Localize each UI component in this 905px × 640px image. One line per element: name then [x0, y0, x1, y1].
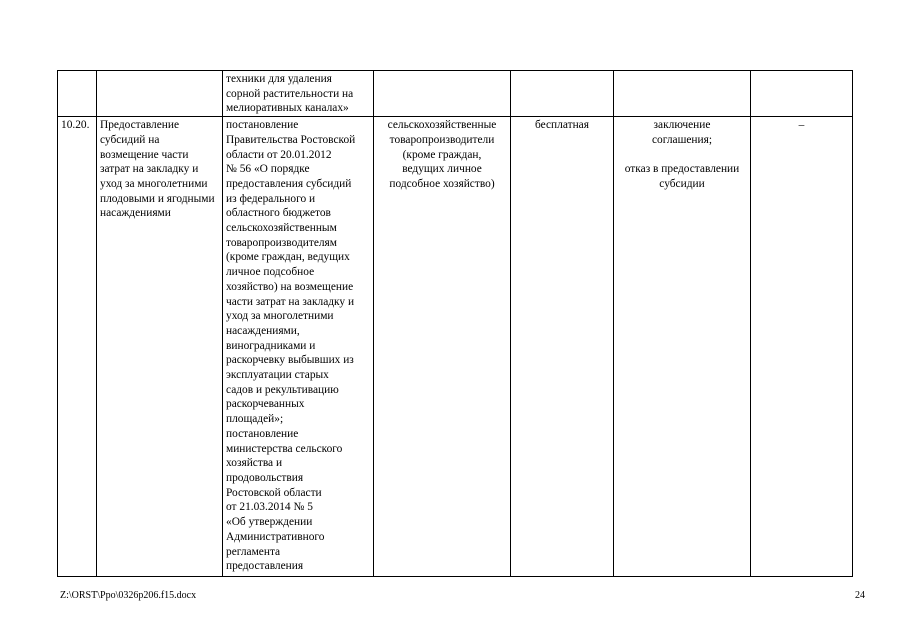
recipient-line: (кроме граждан,	[402, 148, 482, 161]
result-line: заключение	[653, 119, 711, 132]
note-cell	[751, 71, 853, 117]
basis-line: № 56 «О порядке	[226, 163, 310, 176]
note-cell: –	[751, 117, 853, 577]
basis-line: раскорчевку выбывших из	[226, 354, 354, 367]
number-cell: 10.20.	[58, 117, 97, 577]
basis-line: Административного	[226, 530, 325, 543]
result-cell	[614, 71, 751, 117]
result-line: отказ в предоставлении	[624, 163, 740, 176]
basis-line: уход за многолетними	[226, 310, 334, 323]
basis-line: «Об утверждении	[226, 516, 313, 529]
basis-line: раскорчеванных	[226, 398, 305, 411]
name-line: уход за многолетними	[100, 177, 208, 190]
basis-line: областного бюджетов	[226, 207, 331, 220]
name-line: насаждениями	[100, 207, 171, 220]
basis-line: предоставления	[226, 560, 304, 573]
result-line: соглашения;	[651, 133, 712, 146]
name-line: плодовыми и ягодными	[100, 192, 215, 205]
legal-basis-cell	[223, 71, 374, 117]
basis-line: личное подсобное	[226, 266, 315, 279]
recipient-line: товаропроизводители	[389, 133, 495, 146]
result-line: субсидии	[659, 177, 705, 190]
recipients-cell	[374, 71, 511, 117]
basis-line: продовольствия	[226, 471, 304, 484]
basis-line: садов и рекультивацию	[226, 383, 339, 396]
recipients-cell	[374, 117, 511, 577]
basis-line: сорной растительности на	[226, 87, 354, 100]
basis-line: эксплуатации старых	[226, 369, 329, 382]
basis-line: (кроме граждан, ведущих	[226, 251, 350, 264]
basis-line: площадей»;	[226, 413, 284, 426]
payment-cell: бесплатная	[511, 117, 614, 577]
service-name-cell	[97, 71, 223, 117]
page-number: 24	[855, 590, 865, 601]
number-cell	[58, 71, 97, 117]
result-line	[617, 148, 747, 163]
service-name-cell	[97, 117, 223, 577]
result-cell	[614, 117, 751, 577]
name-line: Предоставление	[100, 119, 180, 132]
basis-line: Ростовской области	[226, 486, 322, 499]
basis-line: мелиоративных каналах»	[226, 102, 349, 115]
basis-line: насаждениями,	[226, 324, 300, 337]
basis-line: предоставления субсидий	[226, 177, 352, 190]
basis-line: постановление	[226, 427, 299, 440]
recipient-line: подсобное хозяйство)	[389, 177, 495, 190]
basis-line: из федерального и	[226, 192, 316, 205]
basis-line: сельскохозяйственным	[226, 222, 337, 235]
recipient-line: сельскохозяйственные	[387, 119, 497, 132]
basis-line: от 21.03.2014 № 5	[226, 501, 313, 514]
basis-line: хозяйства и	[226, 457, 283, 470]
basis-line: Правительства Ростовской	[226, 133, 356, 146]
payment-cell	[511, 71, 614, 117]
name-line: субсидий на	[100, 133, 160, 146]
basis-line: области от 20.01.2012	[226, 148, 332, 161]
legal-basis-cell	[223, 117, 374, 577]
basis-line: части затрат на закладку и	[226, 295, 355, 308]
basis-line: хозяйство) на возмещение	[226, 280, 354, 293]
recipient-line: ведущих личное	[402, 163, 482, 176]
basis-line: министерства сельского	[226, 442, 343, 455]
name-line: затрат на закладку и	[100, 163, 199, 176]
basis-line: техники для удаления	[226, 73, 332, 85]
basis-line: виноградниками и	[226, 339, 316, 352]
basis-line: постановление	[226, 119, 299, 132]
continuation-row	[58, 71, 853, 117]
services-table	[57, 70, 853, 577]
file-path: Z:\ORST\Ppo\0326p206.f15.docx	[60, 590, 197, 601]
basis-line: товаропроизводителям	[226, 236, 338, 249]
basis-line: регламента	[226, 545, 281, 558]
name-line: возмещение части	[100, 148, 189, 161]
service-row	[58, 117, 853, 577]
